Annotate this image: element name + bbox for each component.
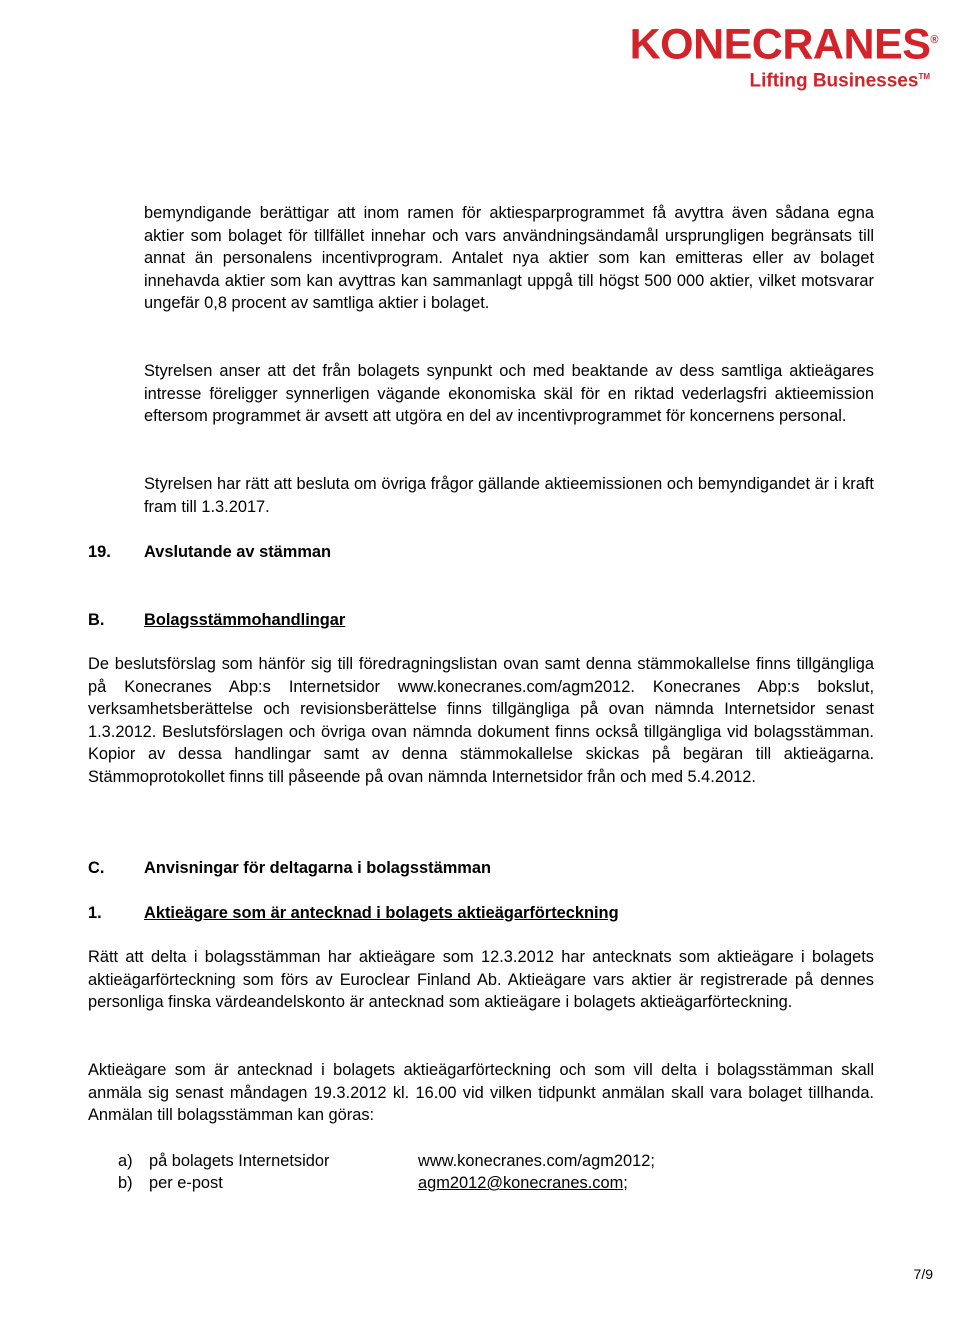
list-item-email: b) per e-post agm2012@konecranes.com; (118, 1174, 628, 1192)
website-url: www.konecranes.com/agm2012; (418, 1152, 655, 1170)
paragraph-board-rights: Styrelsen har rätt att besluta om övriga frågor gällande aktieemissionen och bemyndigandet är i kraft fram till 1.3.2017. (144, 475, 874, 516)
paragraph-board-opinion: Styrelsen anser att det från bolagets synpunkt och med beaktande av dess samtliga aktieägares intresse föreligger synnerligen vägande ekonomiska skäl för en riktad vederlagsfri aktieemission eftersom programmet är avsett att utgöra en del av incentivprogrammet för koncernens personal. (144, 362, 874, 426)
email-link[interactable]: agm2012@konecranes.com (418, 1174, 624, 1192)
logo-tagline: Lifting Businesses™ (749, 70, 930, 92)
konecranes-logo (618, 18, 938, 93)
page-number: 7/9 (913, 1266, 933, 1282)
paragraph-authorization: bemyndigande berättigar att inom ramen för aktiesparprogrammet få avyttra även sådana egna aktier som bolaget för tillfället innehar och vars användningsändamål ursprungligen begränsats till annat än personalens incentivprogram. Antalet nya aktier som kan emitteras eller av bolaget innehavda aktier som kan avyttras kan sammanlagt uppgå till högst 500 000 aktier, vilket motsvarar ungefär 0,8 procent av samtliga aktier i bolaget. (144, 204, 874, 313)
paragraph-meeting-documents: De beslutsförslag som hänför sig till föredragningslistan ovan samt denna stämmokallelse finns tillgängliga på Konecranes Abp:s Internetsidor www.konecranes.com/agm2012. Konecranes Abp:s bokslut, verksamhetsberättelse och revisionsberättelse finns tillgängliga på ovan nämnda Internetsidor senast 1.3.2012. Beslutsförslagen och övriga ovan nämnda dokument finns också tillgängliga vid bolagsstämman. Kopior av dessa handlingar samt av denna stämmokallelse skickas på begäran till aktieägarna. Stämmoprotokollet finns till påseende på ovan nämnda Internetsidor från och med 5.4.2012. (88, 655, 874, 786)
logo-wordmark: KONECRANES® (629, 20, 938, 69)
paragraph-right-to-attend: Rätt att delta i bolagsstämman har aktieägare som 12.3.2012 har antecknats som aktieägare i bolagets aktieägarförteckning som förs av Euroclear Finland Ab. Aktieägare vars aktier är registrerade på dennes personliga finska värdeandelskonto är antecknad som aktieägare i bolagets aktieägarförteckning. (88, 948, 874, 1012)
paragraph-registration: Aktieägare som är antecknad i bolagets aktieägarförteckning och som vill delta i bolagsstämman skall anmäla sig senast måndagen 19.3.2012 kl. 16.00 vid vilken tidpunkt anmälan skall vara bolaget tillhanda. Anmälan till bolagsstämman kan göras: (88, 1061, 874, 1125)
list-item-website: a) på bolagets Internetsidor www.konecranes.com/agm2012; (118, 1152, 655, 1170)
